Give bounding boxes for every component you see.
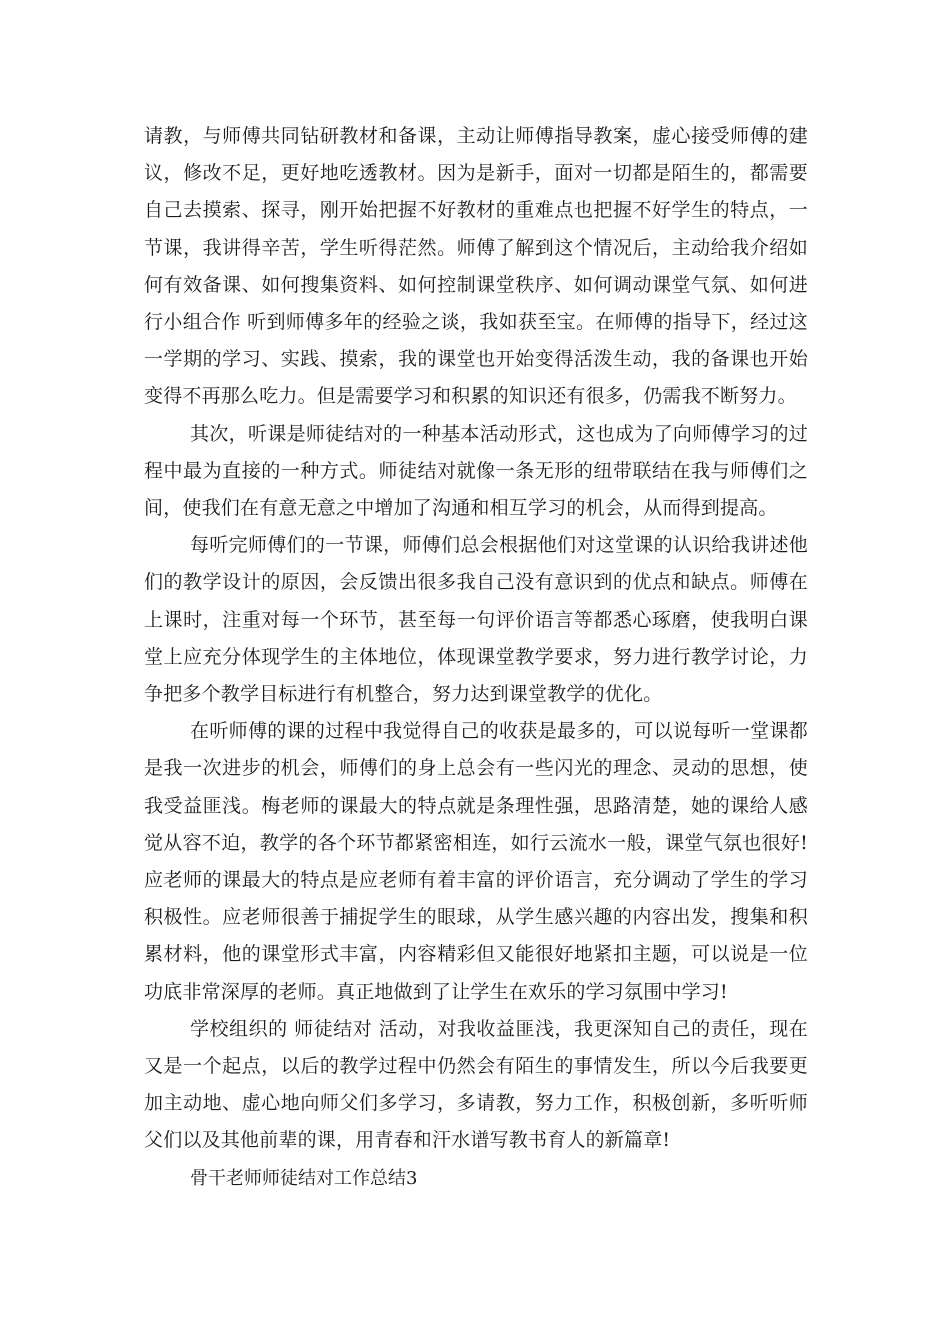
section-heading: 骨干老师师徒结对工作总结3 [190, 1167, 418, 1189]
paragraph-2: 其次，听课是师徒结对的一种基本活动形式，这也成为了向师傅学习的过程中最为直接的一种方式。师徒结对就像一条无形的纽带联结在我与师傅们之间，使我们在有意无意之中增加了沟通和相互学习的机会，从而得到提高。 [144, 422, 808, 520]
paragraph-1: 请教，与师傅共同钻研教材和备课，主动让师傅指导教案，虚心接受师傅的建议，修改不足，更好地吃透教材。因为是新手，面对一切都是陌生的，都需要自己去摸索、探寻，刚开始把握不好教材的重难点也把握不好学生的特点，一节课，我讲得辛苦，学生听得茫然。师傅了解到这个情况后，主动给我介绍如何有效备课、如何搜集资料、如何控制课堂秩序、如何调动课堂气氛、如何进行小组合作 听到师傅多年的经验之谈，我如获至宝。在师傅的指导下，经过这一学期的学习、实践、摸索，我的课堂也开始变得活泼生动，我的备课也开始变得不再那么吃力。但是需要学习和积累的知识还有很多，仍需我不断努力。 [144, 125, 808, 408]
paragraph-3: 每听完师傅们的一节课，师傅们总会根据他们对这堂课的认识给我讲述他们的教学设计的原因，会反馈出很多我自己没有意识到的优点和缺点。师傅在上课时，注重对每一个环节，甚至每一句评价语言等都悉心琢磨，使我明白课堂上应充分体现学生的主体地位，体现课堂教学要求，努力进行教学讨论，力争把多个教学目标进行有机整合，努力达到课堂教学的优化。 [144, 534, 808, 706]
document-body [144, 118, 808, 1197]
paragraph-4: 在听师傅的课的过程中我觉得自己的收获是最多的，可以说每听一堂课都是我一次进步的机会，师傅们的身上总会有一些闪光的理念、灵动的思想，使我受益匪浅。梅老师的课最大的特点就是条理性强，思路清楚，她的课给人感觉从容不迫，教学的各个环节都紧密相连，如行云流水一般，课堂气氛也很好!应老师的课最大的特点是应老师有着丰富的评价语言，充分调动了学生的学习积极性。应老师很善于捕捉学生的眼球，从学生感兴趣的内容出发，搜集和积累材料，他的课堂形式丰富，内容精彩但又能很好地紧扣主题，可以说是一位功底非常深厚的老师。真正地做到了让学生在欢乐的学习氛围中学习! [144, 720, 808, 1003]
paragraph-5: 学校组织的 师徒结对 活动，对我收益匪浅，我更深知自己的责任，现在又是一个起点，以后的教学过程中仍然会有陌生的事情发生，所以今后我要更加主动地、虚心地向师父们多学习，多请教，努力工作，积极创新，多听听师父们以及其他前辈的课，用青春和汗水谱写教书育人的新篇章! [144, 1017, 808, 1152]
